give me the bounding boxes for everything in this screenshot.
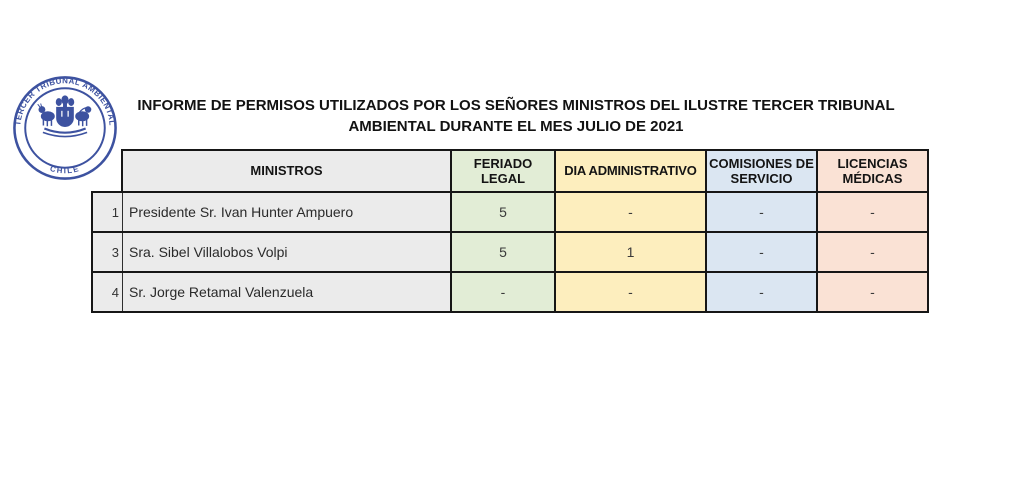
row-number-cell: 1	[93, 193, 123, 231]
minister-name-cell: Sra. Sibel Villalobos Volpi	[123, 233, 452, 271]
header-licencias-medicas: LICENCIAS MÉDICAS	[818, 151, 927, 191]
seal-arc-text: TERCER TRIBUNAL AMBIENTAL	[13, 76, 117, 127]
report-title	[115, 95, 917, 137]
header-dia-administrativo: DIA ADMINISTRATIVO	[556, 151, 707, 191]
coat-of-arms-icon	[38, 96, 91, 137]
dia-administrativo-cell: 1	[556, 233, 707, 271]
report-title-line1: INFORME DE PERMISOS UTILIZADOS POR LOS SEÑORES MINISTROS DEL ILUSTRE TERCER TRIBUNAL	[137, 97, 895, 114]
permits-table-body	[91, 191, 929, 313]
minister-name-cell: Presidente Sr. Ivan Hunter Ampuero	[123, 193, 452, 231]
table-row	[93, 193, 927, 233]
table-row	[93, 273, 927, 311]
header-ministros: MINISTROS	[123, 151, 452, 191]
tribunal-seal-logo	[11, 74, 119, 182]
dia-administrativo-cell: -	[556, 273, 707, 311]
row-number-cell: 4	[93, 273, 123, 311]
licencias-medicas-cell: -	[818, 193, 927, 231]
seal-bottom-text: CHILE	[48, 163, 82, 176]
feriado-legal-cell: 5	[452, 193, 556, 231]
licencias-medicas-cell: -	[818, 233, 927, 271]
minister-name-cell: Sr. Jorge Retamal Valenzuela	[123, 273, 452, 311]
dia-administrativo-cell: -	[556, 193, 707, 231]
header-comisiones-servicio: COMISIONES DE SERVICIO	[707, 151, 818, 191]
comisiones-servicio-cell: -	[707, 233, 818, 271]
permits-table-header	[121, 149, 929, 193]
licencias-medicas-cell: -	[818, 273, 927, 311]
feriado-legal-cell: 5	[452, 233, 556, 271]
table-row	[93, 233, 927, 273]
report-title-line2: AMBIENTAL DURANTE EL MES JULIO DE 2021	[348, 118, 684, 135]
header-feriado-legal: FERIADO LEGAL	[452, 151, 556, 191]
row-number-cell: 3	[93, 233, 123, 271]
feriado-legal-cell: -	[452, 273, 556, 311]
comisiones-servicio-cell: -	[707, 193, 818, 231]
comisiones-servicio-cell: -	[707, 273, 818, 311]
